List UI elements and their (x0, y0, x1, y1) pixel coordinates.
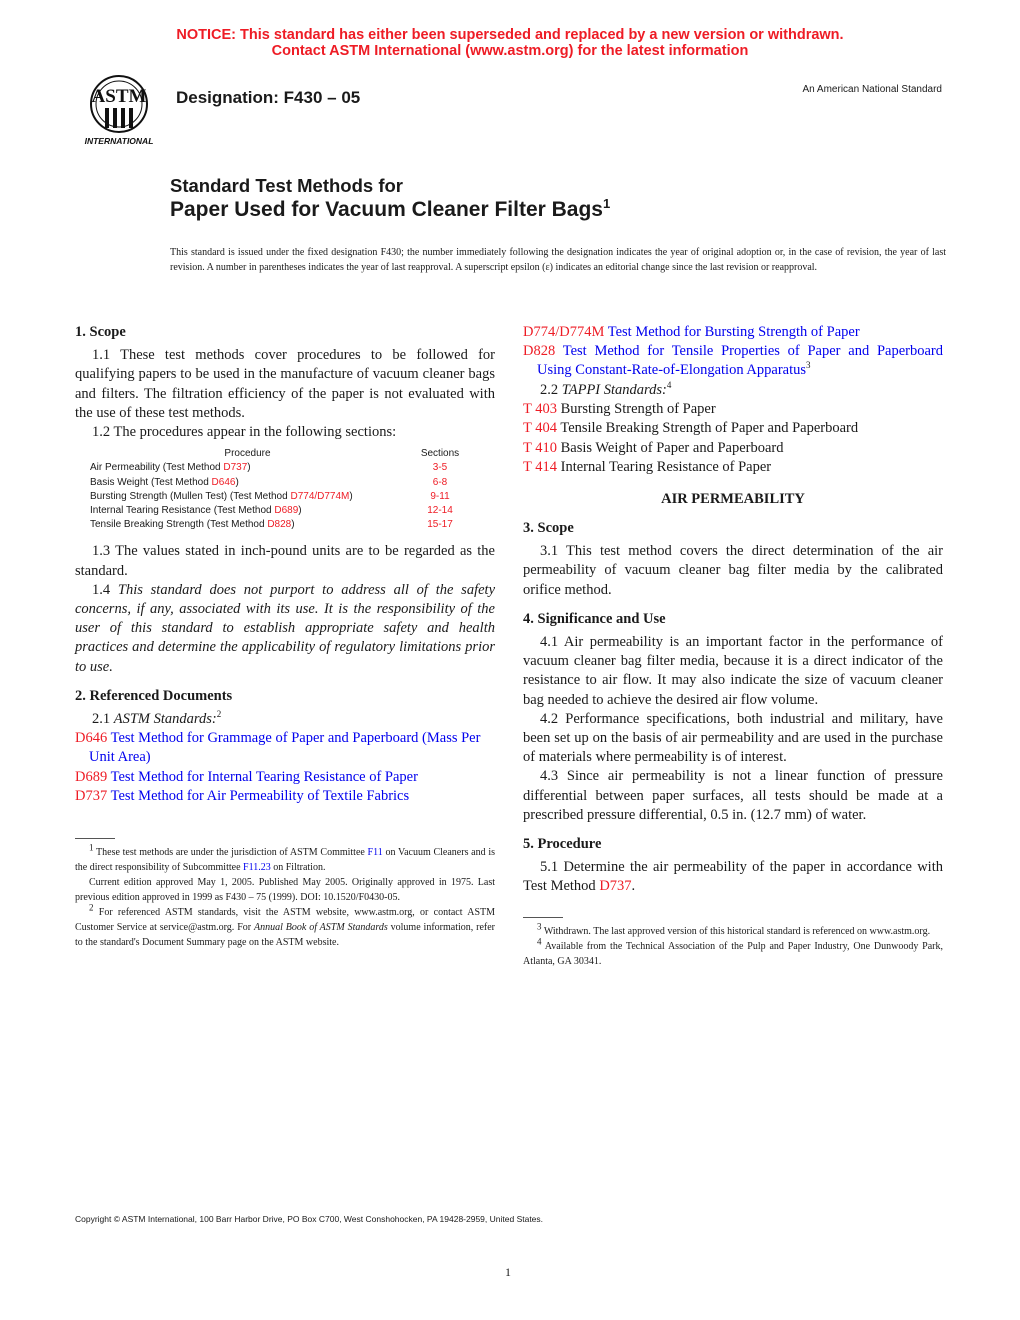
row-end: ) (291, 519, 295, 531)
d828-fn-ref[interactable]: 3 (806, 360, 811, 371)
ref-title[interactable]: Test Method for Bursting Strength of Paper (607, 324, 860, 340)
para-1-1: 1.1 These test methods cover procedures to be followed for qualifying papers to be used in the manufacture of vacuum cleaner bags and filters. The filtration efficiency of the paper is not evaluated with the use of these test methods. (75, 347, 495, 421)
fn1-num: 1 (89, 842, 94, 853)
tappi-standards-label: TAPPI Standards: (561, 381, 667, 398)
tappi-code[interactable]: T 414 (523, 459, 557, 476)
svg-text:ASTM: ASTM (91, 86, 147, 107)
copyright: Copyright © ASTM International, 100 Barr Harbor Drive, PO Box C700, West Conshohocken, PA 19428-2959, United States. (75, 1214, 544, 1224)
table-row (90, 504, 475, 518)
american-national-standard: An American National Standard (802, 84, 942, 95)
astm-standards-intro (75, 710, 495, 729)
row-code-link[interactable]: D737 (223, 462, 248, 474)
para-1-2: 1.2 The procedures appear in the following sections: (92, 424, 397, 441)
tappi-code[interactable]: T 404 (523, 420, 557, 437)
title-text: Paper Used for Vacuum Cleaner Filter Bags (170, 198, 603, 221)
row-text: Tensile Breaking Strength (Test Method (90, 519, 268, 531)
row-text: Basis Weight (Test Method (90, 476, 212, 488)
row-code-link[interactable]: D828 (267, 519, 292, 531)
notice-line-2: Contact ASTM International (www.astm.org) for the latest information (271, 43, 749, 59)
fn3-text: Withdrawn. The last approved version of this historical standard is referenced on www.astm.org. (541, 925, 931, 937)
page-number: 1 (505, 1265, 511, 1279)
title-line-1: Standard Test Methods for (170, 175, 403, 196)
ref-code[interactable]: D774/D774M (523, 324, 605, 340)
tappi-code[interactable]: T 410 (523, 439, 557, 456)
ref-code[interactable]: D828 (523, 343, 556, 360)
fn2-text-b: volume information, refer to the standard's Document Summary page on the ASTM website. (75, 922, 495, 949)
para-4-2: 4.2 Performance specifications, both industrial and military, have been set up on the basis of air permeability and are used in the purchase of materials where permeability is of interest. (523, 710, 943, 766)
scope-heading: 1. Scope (75, 324, 126, 340)
fn3-num: 3 (537, 921, 542, 932)
row-text: Internal Tearing Resistance (Test Method (90, 505, 275, 517)
ref-title[interactable]: Test Method for Tensile Properties of Paper and Paperboard Using Constant-Rate-of-Elongation Apparatus (537, 343, 943, 379)
para-1-4-num: 1.4 (92, 581, 118, 598)
ref-item[interactable] (75, 787, 495, 806)
fn2-num: 2 (89, 902, 94, 913)
title-line-2 (170, 198, 610, 222)
fn4-text: Available from the Technical Association of the Pulp and Paper Industry, One Dunwoody Park, Atlanta, GA 30341. (523, 940, 943, 967)
footnote-1 (75, 842, 495, 875)
para-5-1 (523, 858, 943, 896)
para-3-1: 3.1 This test method covers the direct determination of the air permeability of vacuum cleaner bag filter media by the calibrated orifice method. (523, 543, 943, 598)
ref-code[interactable]: D646 (75, 730, 108, 747)
sections-col-header: Sections (420, 448, 460, 460)
row-sections[interactable]: 3-5 (432, 462, 448, 474)
footnote-2 (75, 902, 495, 950)
fn1-committee-link[interactable]: F11 (367, 847, 383, 859)
air-scope-heading: 3. Scope (523, 520, 574, 537)
astm-intro-num: 2.1 (92, 711, 114, 728)
table-row (90, 518, 475, 532)
row-sections[interactable]: 15-17 (427, 519, 453, 531)
row-text: Air Permeability (Test Method (90, 462, 224, 474)
footnote-3 (523, 921, 943, 939)
procedure-heading: 5. Procedure (523, 836, 602, 853)
footnote-rule (75, 838, 115, 839)
issued-note: This standard is issued under the fixed designation F430; the number immediately following the designation indicates the year of original adoption or, in the case of revision, the year of last revision. A number in parentheses indicates the year of last reapproval. A superscript epsilon (ε) indicates an editorial change since the last revision or reapproval. (170, 247, 946, 273)
para-1-3: 1.3 The values stated in inch-pound units are to be regarded as the standard. (75, 543, 495, 579)
row-end: ) (247, 462, 251, 474)
astm-logo (78, 74, 160, 148)
para-5-1-text: 5.1 Determine the air permeability of the paper in accordance with Test Method (523, 859, 943, 895)
ref-title[interactable]: Test Method for Grammage of Paper and Paperboard (Mass Per Unit Area) (89, 730, 481, 766)
row-end: ) (298, 505, 302, 517)
tappi-fn-ref[interactable]: 4 (666, 379, 672, 390)
astm-fn-ref[interactable]: 2 (216, 709, 222, 720)
tappi-intro-num: 2.2 (540, 381, 562, 398)
ref-code[interactable]: D737 (75, 787, 108, 804)
table-row (90, 476, 475, 490)
ref-item[interactable] (75, 768, 495, 787)
astm-logo-icon (78, 74, 160, 148)
fn1-text-b: on Vacuum Cleaners and is the direct responsibility of Subcommittee (75, 847, 495, 874)
row-sections[interactable]: 12-14 (427, 505, 453, 517)
designation: Designation: F430 – 05 (176, 88, 361, 107)
fn2-text-a: For referenced ASTM standards, visit the ASTM website, www.astm.org, or contact ASTM Customer Service at service@astm.org. For (75, 907, 495, 934)
table-row (90, 490, 475, 504)
fn1-text-a: These test methods are under the jurisdiction of ASTM Committee (93, 847, 368, 859)
para-4-3: 4.3 Since air permeability is not a linear function of pressure differential between paper surfaces, all tests should be made at a prescribed pressure differential, 0.5 in. (12.7 mm) of water. (523, 768, 943, 823)
para-5-1-end: . (631, 878, 636, 895)
para-1-4-text: This standard does not purport to address all of the safety concerns, if any, associated with its use. It is the responsibility of the user of this standard to establish appropriate safety and health practices and determine the applicability of regulatory limitations prior to use. (75, 581, 496, 675)
row-code-link[interactable]: D646 (211, 476, 236, 488)
notice-banner (0, 27, 1020, 59)
para-4-1: 4.1 Air permeability is an important factor in the performance of vacuum cleaner bag filter media, because it is a direct indicator of the resistance to air flow. It may also indicate the size of vacuum cleaner bag needed to achieve the desired air flow volume. (523, 634, 943, 708)
row-code-link[interactable]: D774/D774M (290, 490, 350, 502)
ref-code[interactable]: D689 (75, 768, 108, 785)
footnote-1-edition: Current edition approved May 1, 2005. Published May 2005. Originally approved in 1975. Last previous edition approved in 1999 as F430 – 75 (1999). DOI: 10.1520/F0430-05. (75, 877, 495, 904)
tappi-title: Bursting Strength of Paper (560, 400, 716, 417)
para-1-4 (75, 581, 495, 677)
tappi-item[interactable] (523, 439, 943, 459)
ref-title[interactable]: Test Method for Air Permeability of Textile Fabrics (110, 787, 410, 804)
tappi-item[interactable] (523, 419, 943, 439)
footnote-rule (523, 917, 563, 918)
ref-item[interactable] (523, 323, 943, 342)
referenced-heading: 2. Referenced Documents (75, 687, 233, 704)
ref-item[interactable] (75, 729, 495, 767)
notice-line-1: NOTICE: This standard has either been superseded and replaced by a new version or withdrawn. (176, 27, 844, 43)
row-end: ) (235, 476, 239, 488)
astm-standards-label: ASTM Standards: (113, 711, 217, 728)
row-sections[interactable]: 9-11 (430, 490, 450, 502)
ref-item[interactable] (523, 342, 943, 380)
tappi-item[interactable] (523, 400, 943, 420)
procedure-table (90, 447, 475, 532)
footnote-4 (523, 936, 943, 969)
row-text: Bursting Strength (Mullen Test) (Test Method (90, 490, 291, 502)
fn4-num: 4 (537, 936, 542, 947)
proc-col-header: Procedure (224, 448, 271, 460)
fn2-italic: Annual Book of ASTM Standards (253, 922, 388, 934)
right-column (523, 323, 943, 969)
para-5-1-code-link[interactable]: D737 (599, 878, 632, 895)
row-code-link[interactable]: D689 (274, 505, 299, 517)
tappi-title: Basis Weight of Paper and Paperboard (560, 439, 784, 456)
tappi-code[interactable]: T 403 (523, 400, 557, 417)
ref-title[interactable]: Test Method for Internal Tearing Resistance of Paper (110, 768, 418, 785)
title-footnote-ref[interactable]: 1 (602, 196, 611, 211)
tappi-item[interactable] (523, 458, 943, 478)
logo-text: INTERNATIONAL (84, 136, 154, 146)
footnotes-left (75, 842, 495, 950)
fn1-text-c: on Filtration. (270, 862, 326, 874)
left-column (75, 323, 495, 950)
significance-heading: 4. Significance and Use (523, 610, 666, 627)
table-row (90, 461, 475, 475)
row-sections[interactable]: 6-8 (432, 476, 448, 488)
footnotes-right (523, 921, 943, 969)
tappi-title: Tensile Breaking Strength of Paper and Paperboard (560, 420, 859, 437)
tappi-standards-intro (523, 381, 943, 400)
air-permeability-heading: AIR PERMEABILITY (661, 490, 805, 507)
fn1-subcommittee-link[interactable]: F11.23 (243, 862, 271, 874)
tappi-title: Internal Tearing Resistance of Paper (560, 459, 772, 476)
row-end: ) (349, 490, 353, 502)
